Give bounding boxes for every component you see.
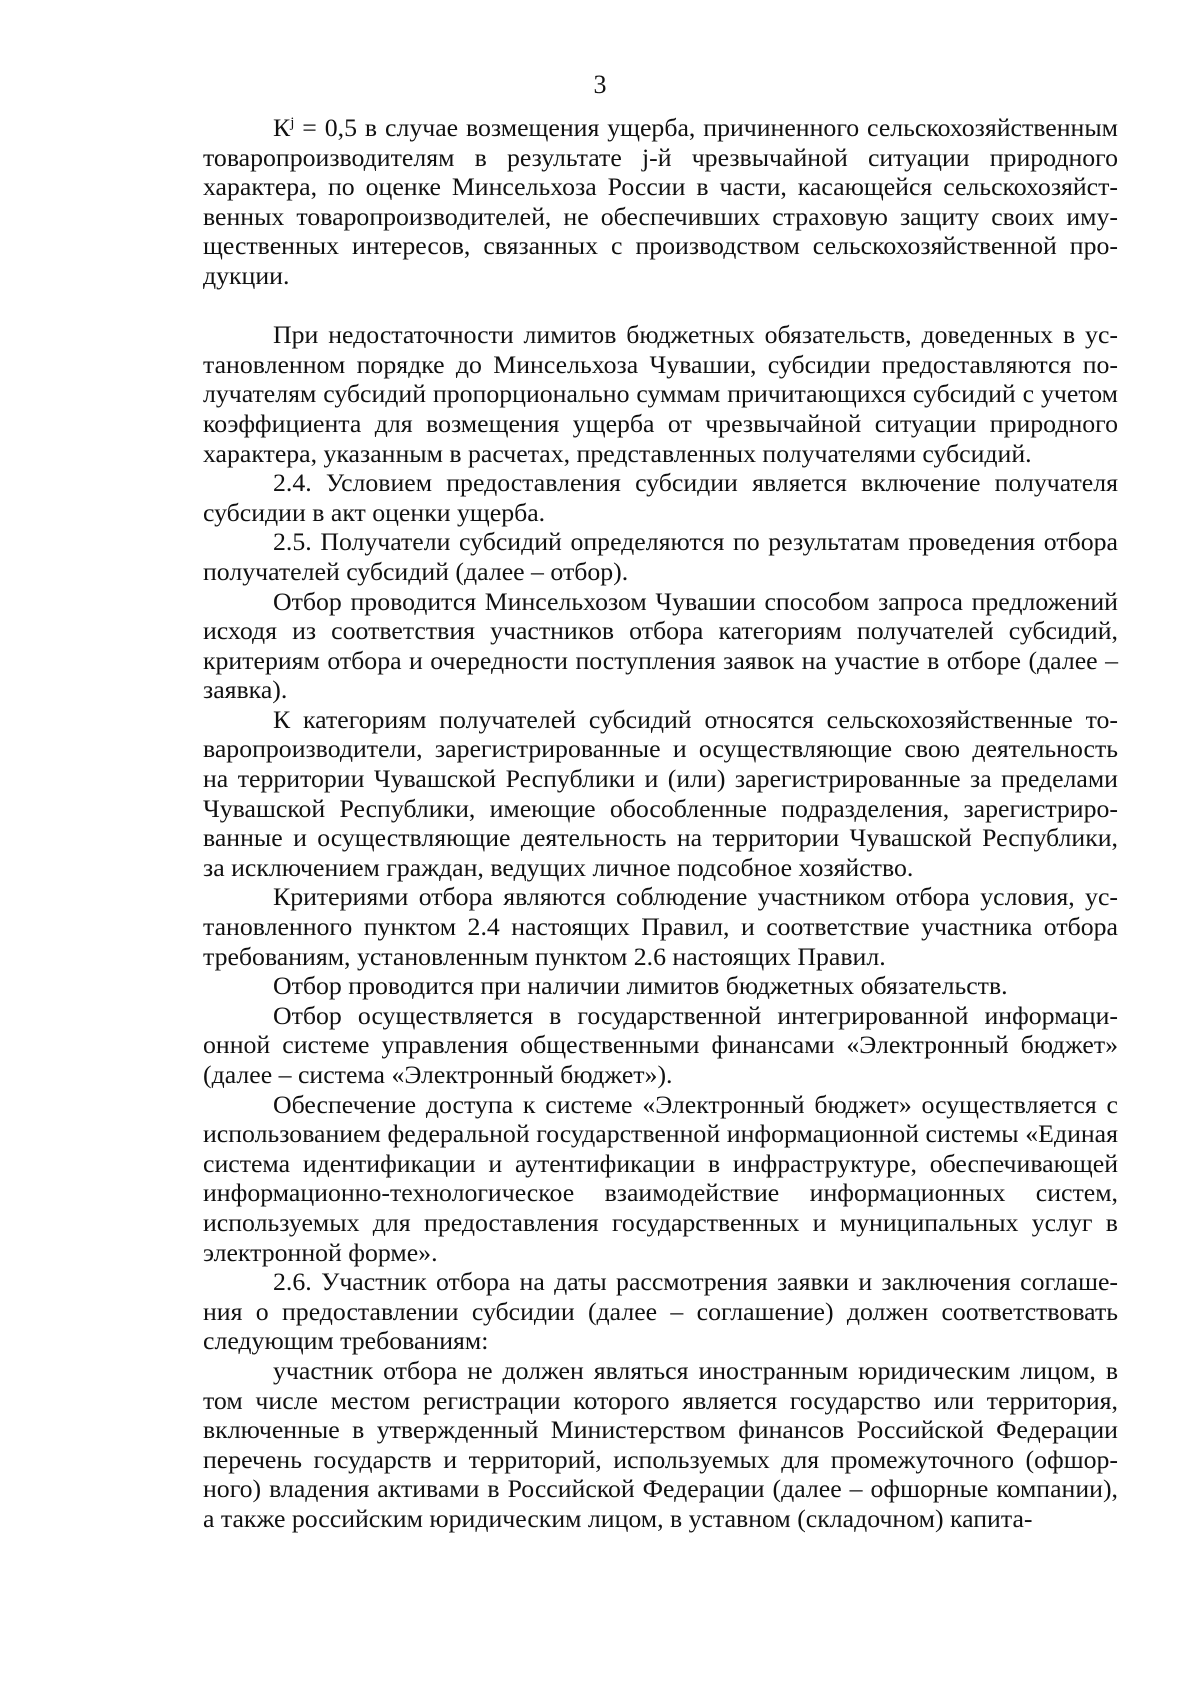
paragraph: Отбор осуществляется в государственной интегрированной информационной системе управления общественными финансами «Электронный бюджет» (далее – система «Электронный бюджет»).	[203, 1000, 1118, 1089]
paragraph: К категориям получателей субсидий относятся сельскохозяйственные товаропроизводители, зарегистрированные и осуществляющие свою деятельность на территории Чувашской Республики и (или) зарегистрированные за пределами Чувашской Республики, имеющие обособленные подразделения, зарегистрированные и осуществляющие деятельность на территории Чувашской Республики, за исключением граждан, ведущих личное подсобное хозяйство.	[203, 704, 1118, 882]
document-body	[203, 113, 1118, 1534]
paragraph-2-4: 2.4. Условием предоставления субсидии является включение получателя субсидии в акт оценки ущерба.	[203, 468, 1118, 527]
paragraph: Обеспечение доступа к системе «Электронный бюджет» осуществляется с использованием федеральной государственной информационной системы «Единая система идентификации и аутентификации в инфраструктуре, обеспечивающей информационно-технологическое взаимодействие информационных систем, используемых для предоставления государственных и муниципальных услуг в электронной форме».	[203, 1089, 1118, 1267]
coefficient-superscript: j	[290, 115, 295, 131]
paragraph: При недостаточности лимитов бюджетных обязательств, доведенных в установленном порядке до Минсельхоза Чувашии, субсидии предоставляются получателям субсидий пропорционально суммам причитающихся субсидий с учетом коэффициента для возмещения ущерба от чрезвычайной ситуации природного характера, указанным в расчетах, представленных получателями субсидий.	[203, 320, 1118, 468]
paragraph-text: = 0,5 в случае возмещения ущерба, причиненного сельскохозяйственным товаропроизводителям в результате j-й чрезвычайной ситуации природного характера, по оценке Минсельхоза России в части, касающейся сельскохозяйственных товаропроизводителей, не обеспечивших страховую защиту своих имущественных интересов, связанных с производством сельскохозяйственной продукции.	[203, 113, 1118, 290]
coefficient-symbol	[273, 113, 294, 142]
paragraph: Отбор проводится Минсельхозом Чувашии способом запроса предложений исходя из соответствия участников отбора категориям получателей субсидий, критериям отбора и очередности поступления заявок на участие в отборе (далее – заявка).	[203, 586, 1118, 705]
paragraph: Критериями отбора являются соблюдение участником отбора условия, установленного пунктом 2.4 настоящих Правил, и соответствие участника отбора требованиям, установленным пунктом 2.6 настоящих Правил.	[203, 882, 1118, 971]
paragraph: Отбор проводится при наличии лимитов бюджетных обязательств.	[273, 971, 1008, 1001]
paragraph-2-6: 2.6. Участник отбора на даты рассмотрения заявки и заключения соглашения о предоставлении субсидии (далее – соглашение) должен соответствовать следующим требованиям:	[203, 1267, 1118, 1356]
page-number: 3	[593, 70, 607, 99]
paragraph: участник отбора не должен являться иностранным юридическим лицом, в том числе местом регистрации которого является государство или территория, включенные в утвержденный Министерством финансов Российской Федерации перечень государств и территорий, используемых для промежуточного (офшорного) владения активами в Российской Федерации (далее – офшорные компании), а также российским юридическим лицом, в уставном (складочном) капита-	[203, 1355, 1118, 1533]
coefficient-letter: К	[273, 113, 291, 142]
paragraph-2-5: 2.5. Получатели субсидий определяются по результатам проведения отбора получателей субсидий (далее – отбор).	[203, 527, 1118, 586]
paragraph-coefficient	[203, 113, 1118, 291]
